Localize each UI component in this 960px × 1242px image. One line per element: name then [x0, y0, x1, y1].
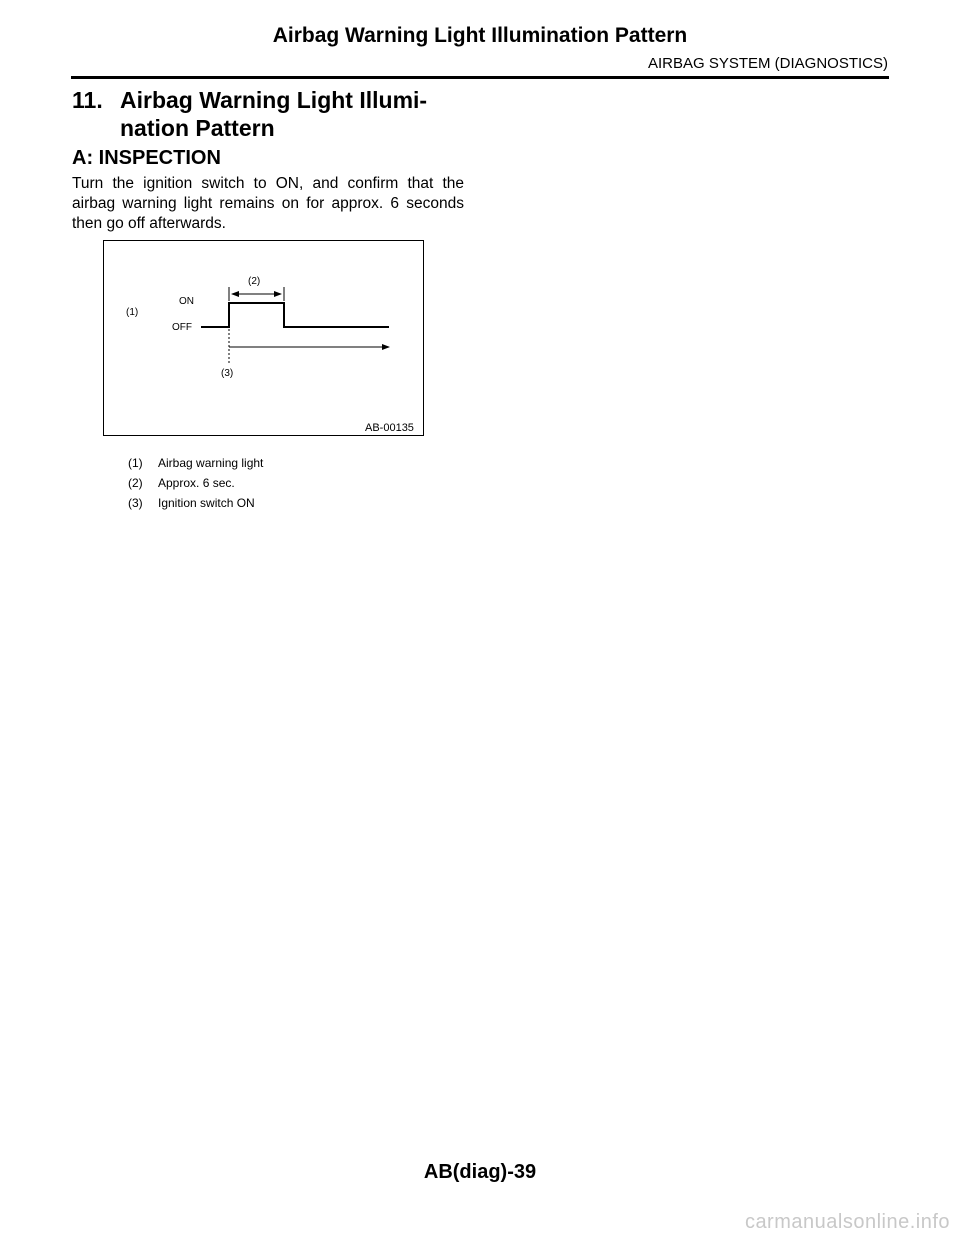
on-label: ON: [179, 296, 194, 307]
page-header-title: Airbag Warning Light Illumination Pattern: [272, 24, 688, 47]
label-2: (2): [248, 276, 261, 287]
figure-legend: [128, 455, 263, 515]
header-divider: [71, 76, 889, 79]
body-paragraph: Turn the ignition switch to ON, and confirm that the airbag warning light remains on for approx. 6 seconds then go off afterwards.: [72, 175, 464, 232]
illumination-pattern-figure: [103, 240, 424, 436]
legend-item: [128, 455, 263, 475]
timing-diagram: [104, 241, 425, 437]
section-number: 11.: [72, 87, 103, 113]
legend-text: Airbag warning light: [158, 456, 264, 470]
legend-text: Approx. 6 sec.: [158, 476, 235, 490]
legend-index: (3): [128, 496, 143, 510]
legend-item: [128, 475, 263, 495]
section-title-line2: nation Pattern: [120, 115, 275, 141]
page-number: AB(diag)-39: [423, 1161, 537, 1183]
legend-text: Ignition switch ON: [158, 496, 255, 510]
page-header-section: AIRBAG SYSTEM (DIAGNOSTICS): [647, 55, 888, 72]
figure-id: AB-00135: [365, 422, 414, 434]
signal-waveform: [201, 303, 389, 327]
section-title-line1: Airbag Warning Light Illumi-: [120, 87, 428, 113]
watermark: carmanualsonline.info: [744, 1211, 950, 1233]
legend-item: [128, 495, 263, 515]
legend-index: (2): [128, 476, 143, 490]
legend-index: (1): [128, 456, 143, 470]
subsection-title: A: INSPECTION: [72, 147, 221, 169]
label-3: (3): [221, 368, 234, 379]
section-title: [72, 86, 472, 142]
label-1: (1): [126, 307, 139, 318]
off-label: OFF: [172, 322, 192, 333]
